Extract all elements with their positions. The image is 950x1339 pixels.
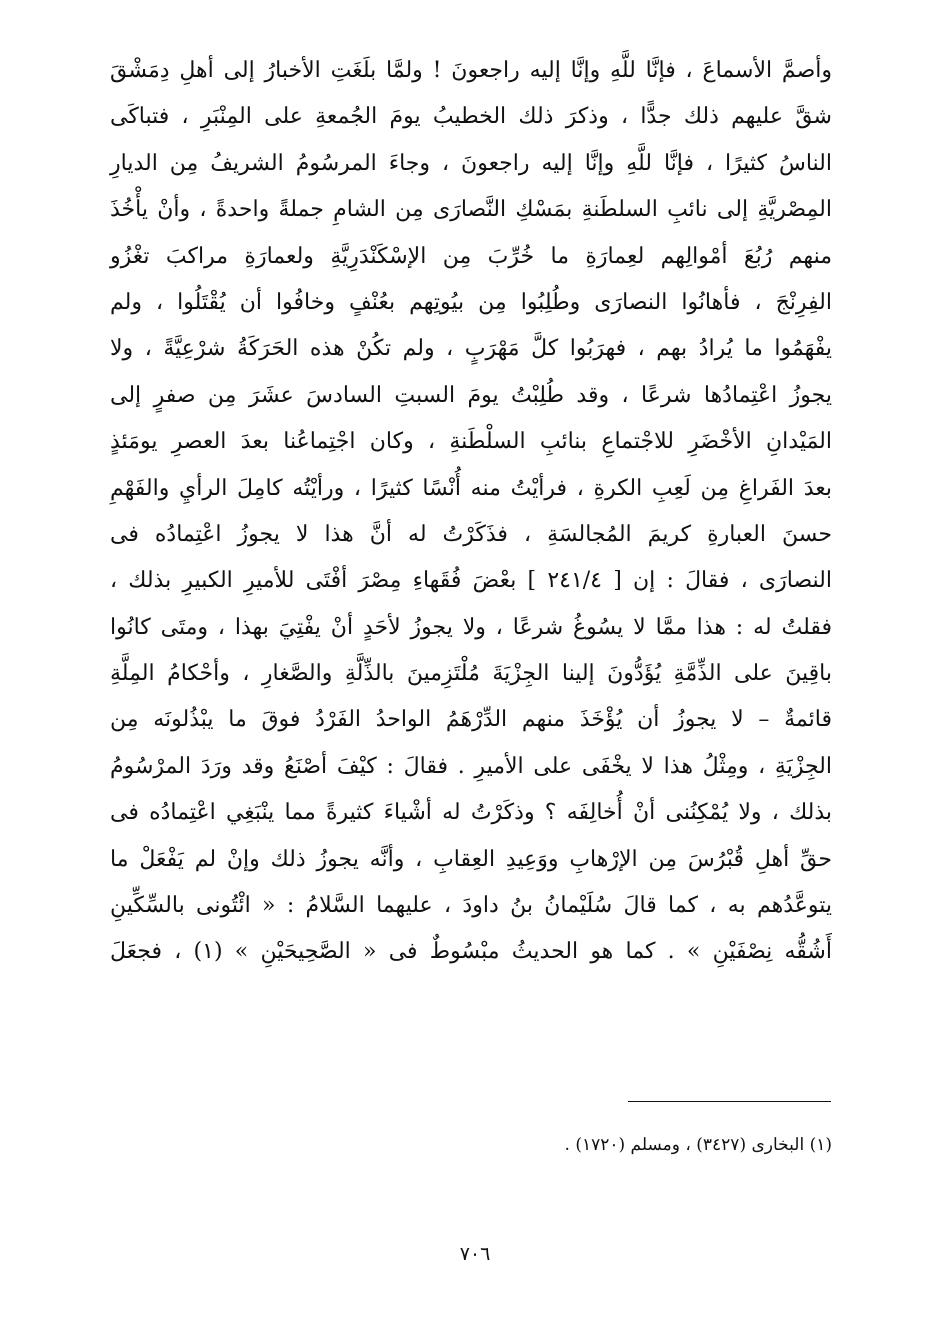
text-line: يجوزُ اعْتِمادُها شرعًا ، وقد طُلِبْتُ يومَ السبتِ السادسَ عشَرَ مِن صفرٍ إلى <box>110 382 832 408</box>
text-line: قائمةٌ – لا يجوزُ أن يُؤْخَذَ منهم الدِّرْهَمُ الواحدُ الفَرْدُ فوقَ ما يبْذُلونَه مِن <box>110 707 832 733</box>
text-line: فقلتُ له : هذا ممَّا لا يسُوغُ شرعًا ، ولا يجوزُ لأحَدٍ أنْ يفْتِيَ بهذا ، ومتَى كانُوا <box>110 614 832 640</box>
text-line: شقَّ عليهم ذلك جدًّا ، وذكرَ ذلك الخطيبُ يومَ الجُمعةِ على المِنْبَرِ ، فتباكَى <box>110 104 832 130</box>
text-line: منهم رُبُعَ أمْوالِهم لعِمارَةِ ما خُرِّبَ مِن الإسْكَنْدَرِيَّةِ ولعمارَةِ مراكبَ تغْزُو <box>110 243 832 269</box>
text-line: وأصمَّ الأسماعَ ، فإنَّا للَّهِ وإنَّا إليه راجعونَ ! ولمَّا بلَغَتِ الأخبارُ إلى أهلِ دِمَشْقَ <box>110 58 832 83</box>
text-line: حقِّ أهلِ قُبْرُسَ مِن الإرْهابِ ووَعِيدِ العِقابِ ، وأنَّه يجوزُ ذلك وإنْ لم يَفْعَلْ ما <box>110 846 832 872</box>
text-line: بذلك ، ولا يُمْكِنُنى أنْ أُخالِفَه ؟ وذكَرْتُ له أشْياءَ كثيرةً مما ينْبَغِي اعْتِمادُه فى <box>110 800 832 826</box>
main-text-block <box>110 48 832 976</box>
text-line: الجِزْيَةِ ، ومِثْلُ هذا لا يخْفَى على الأميرِ . فقالَ : كيْفَ أصْنَعُ وقد ورَدَ المرْسُومُ <box>110 753 832 779</box>
text-line: يفْهَمُوا ما يُرادُ بهم ، فهرَبُوا كلَّ مَهْرَبٍ ، ولم تكُنْ هذه الحَرَكَةُ شرْعِيَّةً ، ولا <box>110 336 832 362</box>
text-line: باقِينَ على الذِّمَّةِ يُؤَدُّونَ إلينا الجِزْيَةَ مُلْتَزِمينَ بالذِّلَّةِ والصَّغارِ ، وأحْكامُ المِلَّةِ <box>110 661 832 687</box>
text-line: يتوعَّدُهم به ، كما قالَ سُلَيْمانُ بنُ داودَ ، عليهما السَّلامُ : « ائْتُونى بالسِّكِّينِ <box>110 893 832 919</box>
footnote-separator <box>628 1101 831 1102</box>
text-line: بعدَ الفَراغِ مِن لَعِبِ الكرةِ ، فرأيْتُ منه أُنْسًا كثيرًا ، ورأيْتُه كامِلَ الرأيِ والفَهْمِ <box>110 475 832 501</box>
text-line: المَيْدانِ الأخْضَرِ للاجْتماعِ بنائبِ السلْطَنةِ ، وكان اجْتِماعُنا بعدَ العصرِ يومَئذٍ <box>110 429 832 455</box>
text-line: المِصْريَّةِ إلى نائبِ السلطَنةِ بمَسْكِ النَّصارَى مِن الشامِ جملةً واحدةً ، وأنْ يأْخُذَ <box>110 197 832 223</box>
page-number: ٧٠٦ <box>459 1243 491 1265</box>
footnote: (١) البخارى (٣٤٢٧) ، ومسلم (١٧٢٠) . <box>564 1135 832 1155</box>
text-line: حسنَ العبارةِ كريمَ المُجالسَةِ ، فذَكَرْتُ له أنَّ هذا لا يجوزُ اعْتِمادُه فى <box>110 521 832 547</box>
text-line: أَشُقُّه نِصْفَيْنِ » . كما هو الحديثُ مبْسُوطٌ فى « الصَّحِيحَيْنِ » (١) ، فجعَلَ <box>110 939 832 965</box>
text-line: النصارَى ، فقالَ : إن [ ٢٤١/٤ ] بعْضَ فُقَهاءِ مِصْرَ أفْتَى للأميرِ الكبيرِ بذلك ، <box>110 568 832 594</box>
text-line: الناسُ كثيرًا ، فإنَّا للَّهِ وإنَّا إليه راجعونَ ، وجاءَ المرسُومُ الشريفُ مِن الديارِ <box>110 150 832 176</box>
text-line: الفِرِنْجَ ، فأهانُوا النصارَى وطُلِبُوا مِن بيُوتِهم بعُنْفٍ وخافُوا أن يُقْتَلُوا ، ولم <box>110 289 832 315</box>
